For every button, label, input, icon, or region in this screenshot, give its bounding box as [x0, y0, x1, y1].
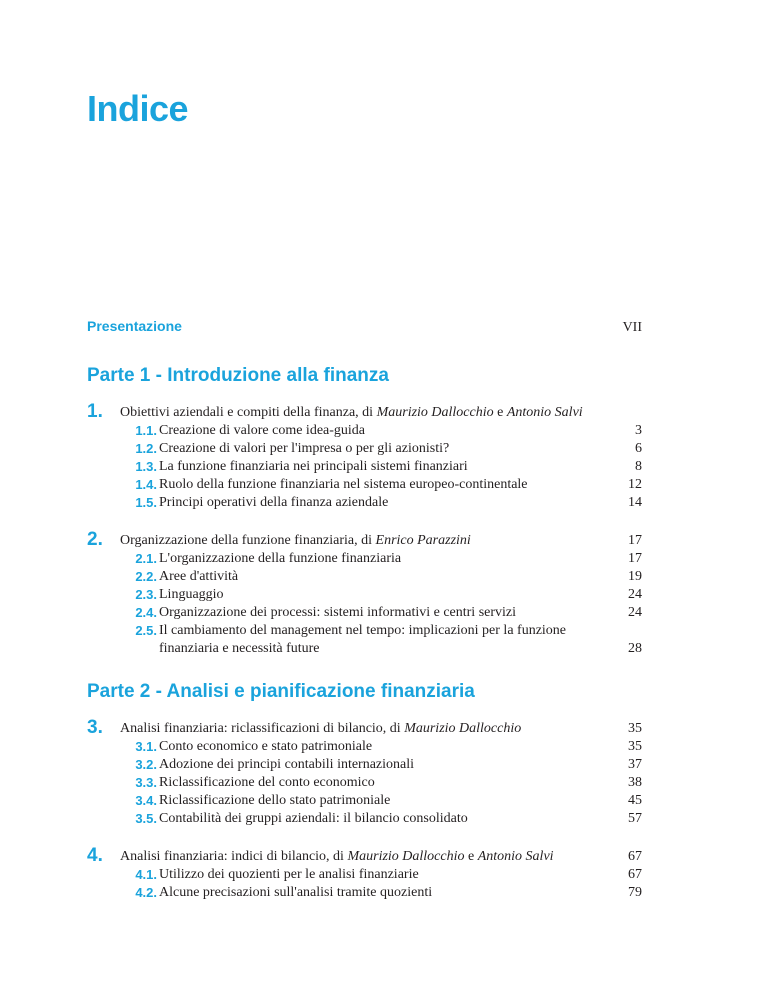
chapter-number: 4. [87, 845, 103, 866]
part-title: Parte 1 - Introduzione alla finanza [87, 365, 389, 386]
section-number: 2.3. [135, 587, 157, 602]
section-title: Il cambiamento del management nel tempo: implicazioni per la funzione [159, 623, 567, 638]
section-number: 1.4. [135, 477, 157, 492]
section-entry[interactable] [87, 738, 642, 756]
page-number: 8 [635, 459, 642, 474]
section-title: Creazione di valore come idea-guida [159, 423, 366, 438]
chapter-title: Obiettivi aziendali e compiti della finanza, di Maurizio Dallocchio e Antonio Salvi [120, 405, 583, 420]
page-number: 38 [628, 775, 642, 790]
section-title: L'organizzazione della funzione finanziaria [159, 551, 402, 566]
page-number: 37 [628, 757, 642, 772]
section-number: 4.1. [135, 867, 157, 882]
section-title: Creazione di valori per l'impresa o per gli azionisti? [159, 441, 450, 456]
section-entry[interactable] [87, 756, 642, 774]
author-name: Maurizio Dallocchio [347, 849, 465, 864]
chapter [87, 529, 642, 658]
page-number: VII [622, 320, 642, 335]
section-title: La funzione finanziaria nei principali sistemi finanziari [159, 459, 468, 474]
section-entry[interactable] [87, 604, 642, 622]
page-title: Indice [87, 88, 189, 129]
author-name: Maurizio Dallocchio [376, 405, 494, 420]
page-number: 57 [628, 811, 642, 826]
chapter-heading[interactable] [87, 845, 642, 866]
page-number: 17 [628, 533, 642, 548]
page-number: 24 [628, 605, 642, 620]
section-number: 1.1. [135, 423, 157, 438]
page-number: 12 [628, 477, 642, 492]
chapter-heading[interactable] [87, 401, 642, 422]
section-title: Alcune precisazioni sull'analisi tramite quozienti [159, 885, 433, 900]
page-number: 67 [628, 849, 642, 864]
section-title: Ruolo della funzione finanziaria nel sistema europeo-continentale [159, 477, 528, 492]
section-number: 2.5. [135, 623, 157, 638]
section-number: 2.4. [135, 605, 157, 620]
page-number: 6 [635, 441, 642, 456]
page-number: 35 [628, 721, 642, 736]
section-entry[interactable] [87, 774, 642, 792]
page-number: 28 [628, 641, 642, 656]
section-entry[interactable] [87, 494, 642, 512]
section-title: Adozione dei principi contabili internazionali [159, 757, 415, 772]
section-number: 3.5. [135, 811, 157, 826]
chapter-title: Organizzazione della funzione finanziaria, di Enrico Parazzini [120, 533, 471, 548]
page-number: 14 [628, 495, 642, 510]
author-name: Antonio Salvi [477, 849, 554, 864]
section-number: 2.1. [135, 551, 157, 566]
section-title: Principi operativi della finanza aziendale [159, 495, 389, 510]
section-entry[interactable] [87, 792, 642, 810]
section-title-continuation: finanziaria e necessità future [159, 641, 320, 656]
page-number: 67 [628, 867, 642, 882]
page-number: 45 [628, 793, 642, 808]
page-number: 3 [635, 423, 642, 438]
section-entry[interactable] [87, 810, 642, 828]
chapter-number: 2. [87, 529, 103, 550]
section-number: 2.2. [135, 569, 157, 584]
chapter-number: 3. [87, 717, 103, 738]
section-entry[interactable] [87, 550, 642, 568]
section-title: Utilizzo dei quozienti per le analisi finanziarie [159, 867, 419, 882]
section-title: Riclassificazione dello stato patrimoniale [159, 793, 391, 808]
section-title: Conto economico e stato patrimoniale [159, 739, 373, 754]
page-number: 79 [628, 885, 642, 900]
chapter [87, 845, 642, 902]
section-title: Linguaggio [159, 587, 224, 602]
author-name: Maurizio Dallocchio [404, 721, 522, 736]
section-entry[interactable] [87, 458, 642, 476]
section-entry[interactable] [87, 884, 642, 902]
page-number: 35 [628, 739, 642, 754]
section-number: 1.2. [135, 441, 157, 456]
presentazione-label: Presentazione [87, 318, 182, 334]
section-title: Organizzazione dei processi: sistemi informativi e centri servizi [159, 605, 517, 620]
section-number: 4.2. [135, 885, 157, 900]
chapter-number: 1. [87, 401, 103, 422]
section-number: 3.1. [135, 739, 157, 754]
toc-entry-presentazione[interactable] [87, 318, 642, 336]
section-entry[interactable] [87, 622, 642, 640]
chapter-heading[interactable] [87, 529, 642, 550]
section-title: Aree d'attività [159, 569, 239, 584]
author-name: Antonio Salvi [506, 405, 583, 420]
chapter [87, 401, 642, 512]
section-entry[interactable] [87, 586, 642, 604]
section-number: 3.3. [135, 775, 157, 790]
page-number: 24 [628, 587, 642, 602]
section-number: 3.4. [135, 793, 157, 808]
chapter [87, 717, 642, 828]
author-name: Enrico Parazzini [375, 533, 471, 548]
section-number: 3.2. [135, 757, 157, 772]
chapter-title: Analisi finanziaria: indici di bilancio, di Maurizio Dallocchio e Antonio Salvi [120, 849, 554, 864]
section-number: 1.5. [135, 495, 157, 510]
section-entry[interactable] [87, 422, 642, 440]
section-number: 1.3. [135, 459, 157, 474]
chapter-heading[interactable] [87, 717, 642, 738]
section-entry[interactable] [87, 476, 642, 494]
part-title: Parte 2 - Analisi e pianificazione finanziaria [87, 681, 475, 702]
section-entry-continuation[interactable] [87, 640, 642, 658]
section-entry[interactable] [87, 440, 642, 458]
section-title: Contabilità dei gruppi aziendali: il bilancio consolidato [159, 811, 468, 826]
section-entry[interactable] [87, 866, 642, 884]
section-entry[interactable] [87, 568, 642, 586]
page-number: 17 [628, 551, 642, 566]
page-number: 19 [628, 569, 642, 584]
chapter-title: Analisi finanziaria: riclassificazioni di bilancio, di Maurizio Dallocchio [120, 721, 522, 736]
section-title: Riclassificazione del conto economico [159, 775, 375, 790]
